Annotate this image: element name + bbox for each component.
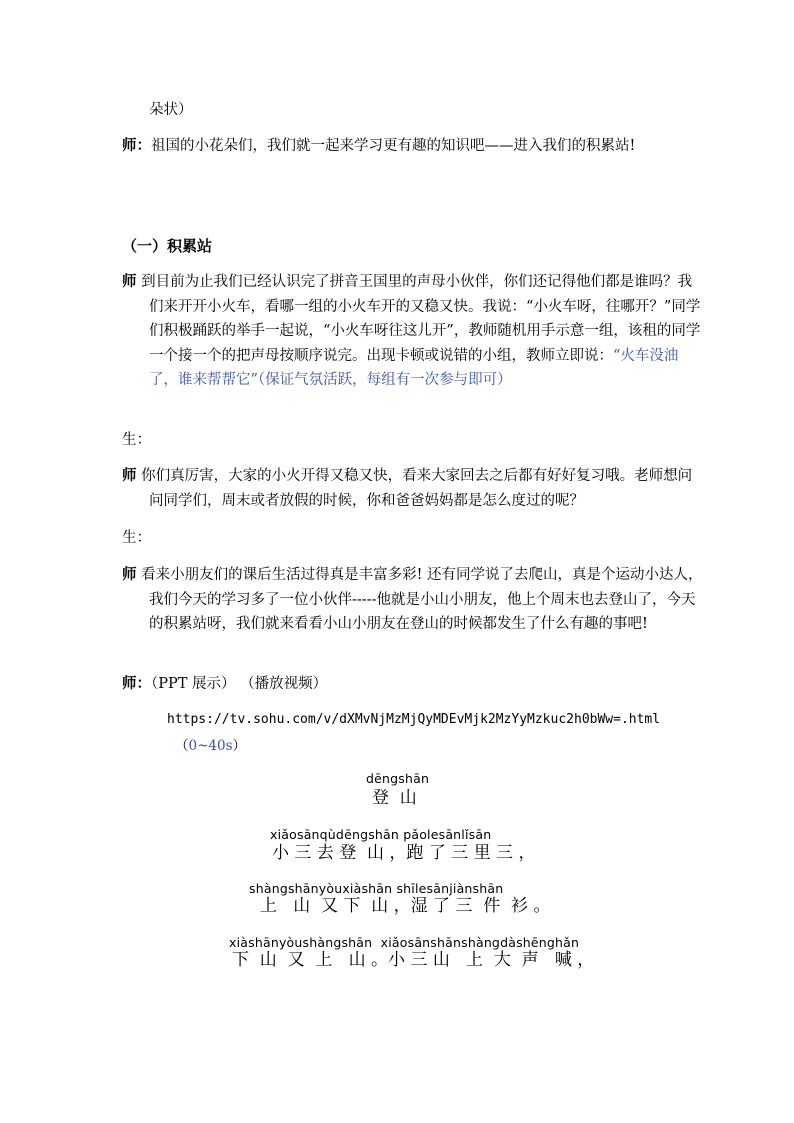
teacher-paragraph-4 xyxy=(122,563,705,637)
paragraph-text: 祖国的小花朵们，我们就一起来学习更有趣的知识吧——进入我们的积累站! xyxy=(151,138,636,154)
section-heading: （一）积累站 xyxy=(122,237,213,255)
video-url-link[interactable]: https://tv.sohu.com/v/dXMvNjMzMjQyMDEvMjk2MzYyMzkuc2h0bWw=.html xyxy=(167,712,661,727)
poem-line-1-pinyin: xiǎosānqùdēngshān pǎolesānlǐsān xyxy=(270,827,492,842)
teacher-paragraph-3 xyxy=(122,464,705,513)
speaker-label: 师： xyxy=(122,675,151,692)
student-line-1: 生： xyxy=(122,432,151,448)
speaker-label: 师： xyxy=(122,137,151,154)
speaker-label: 师 xyxy=(122,273,137,290)
speaker-label: 师 xyxy=(122,467,137,484)
teacher-paragraph-2 xyxy=(122,270,705,393)
teacher-paragraph-5 xyxy=(122,672,678,697)
paragraph-text: 看来小朋友们的课后生活过得真是丰富多彩! 还有同学说了去爬山，真是个运动小达人，我们今天的学习多了一位小伙伴-----他就是小山小朋友，他上个周末也去登山了，今天的积累站呀，我们就来看看小山小朋友在登山的时候都发生了什么有趣的事吧! xyxy=(136,567,703,632)
poem-title-pinyin: dēngshān xyxy=(366,771,430,786)
paragraph-text: 到目前为止我们已经认识完了拼音王国里的声母小伙伴，你们还记得他们都是谁吗？我们来开开小火车，看哪一组的小火车开的又稳又快。我说：“小火车呀，往哪开？”同学们积极踊跃的举手一起说，“小火车呀往这儿开”，教师随机用手示意一组，该租的同学一个接一个的把声母按顺序说完。出现卡顿或说错的小组，教师立即说： xyxy=(136,274,701,364)
continuation-text: 朵状） xyxy=(149,102,193,118)
time-range-value: 0~40s xyxy=(188,738,233,754)
quote-text: “火车没油了，谁来帮帮它” xyxy=(149,347,679,388)
poem-title: 登 山 xyxy=(372,788,417,808)
poem-line-3-pinyin: xiàshānyòushàngshān xiǎosānshānshàngdàshēnghǎn xyxy=(229,935,580,950)
poem-line-2-pinyin: shàngshānyòuxiàshān shīlesānjiànshān xyxy=(249,881,504,896)
paragraph-text: 你们真厉害，大家的小火开得又稳又快，看来大家回去之后都有好好复习哦。老师想问问同学们，周末或者放假的时候，你和爸爸妈妈都是怎么度过的呢？ xyxy=(136,468,693,509)
student-line-2: 生： xyxy=(122,530,151,546)
poem-line-3: 下 山 又 上 山 。小 三 山 上 大 声 喊 ， xyxy=(232,950,595,970)
poem-line-1: 小 三 去 登 山 ，跑 了 三 里 三 ， xyxy=(272,843,536,863)
paragraph-text: （PPT 展示） （播放视频） xyxy=(151,676,328,692)
teacher-paragraph-1 xyxy=(122,134,705,159)
poem-line-2: 上 山 又 下 山 ，湿 了 三 件 衫 。 xyxy=(260,896,551,916)
video-time-range: （0~40s） xyxy=(175,738,247,754)
note-text: （保证气氛活跃，每组有一次参与即可） xyxy=(257,372,512,388)
speaker-label: 师 xyxy=(122,566,137,583)
